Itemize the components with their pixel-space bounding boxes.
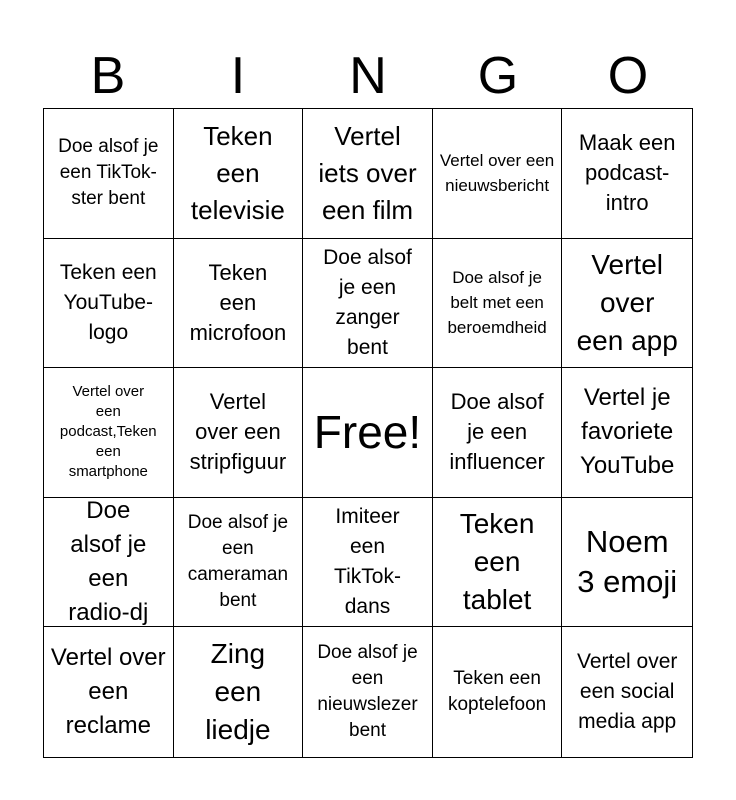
bingo-cell-r2c3 [303, 239, 433, 369]
bingo-cell-r4c2 [174, 498, 304, 628]
bingo-cell-text: Noem 3 emoji [577, 524, 678, 600]
bingo-cell-r2c1 [44, 239, 174, 369]
bingo-cell-text: Doe alsof je een cameraman bent [187, 512, 289, 612]
bingo-cell-text: Teken een microfoon [189, 259, 287, 345]
bingo-cell-text: Vertel over een social media app [577, 650, 678, 734]
bingo-cell-r4c4 [433, 498, 563, 628]
bingo-cell-r5c4 [433, 627, 563, 757]
bingo-cell-text: Doe alsof je een influencer [449, 389, 545, 475]
bingo-cell-r1c1 [44, 109, 174, 239]
bingo-cell-r1c5 [562, 109, 692, 239]
bingo-cell-text: Vertel je favoriete YouTube [580, 384, 675, 480]
bingo-cell-text: Imiteer een TikTok-dans [334, 505, 401, 619]
bingo-cell-text: Vertel over een stripfiguur [189, 389, 287, 475]
bingo-cell-r2c4 [433, 239, 563, 369]
free-space-text: Free! [313, 406, 422, 459]
bingo-cell-text: Teken een tablet [459, 508, 535, 616]
bingo-cell-r4c5 [562, 498, 692, 628]
bingo-cell-r3c1 [44, 368, 174, 498]
bingo-cell-r2c2 [174, 239, 304, 369]
header-letter-g: G [477, 47, 519, 105]
header-letter-n: N [349, 47, 387, 105]
header-letter-b: B [90, 47, 126, 105]
bingo-cell-r1c2 [174, 109, 304, 239]
header-letter-i: I [230, 47, 246, 105]
bingo-cell-text: Maak een podcast-intro [578, 130, 676, 216]
bingo-cell-r1c3 [303, 109, 433, 239]
bingo-cell-text: Doe alsof je een zanger bent [323, 245, 412, 359]
bingo-cell-text: Teken een koptelefoon [447, 668, 547, 716]
bingo-cell-text: Doe alsof je een radio-dj [68, 497, 149, 627]
bingo-cell-r5c3 [303, 627, 433, 757]
bingo-cell-r5c5 [562, 627, 692, 757]
bingo-cell-text: Doe alsof je belt met een beroemdheid [447, 268, 547, 338]
bingo-cell-r3c4 [433, 368, 563, 498]
bingo-grid [43, 108, 693, 758]
bingo-cell-r1c4 [433, 109, 563, 239]
bingo-header [43, 44, 693, 108]
bingo-cell-free [303, 368, 433, 498]
bingo-cell-text: Doe alsof je een nieuwslezer bent [317, 642, 418, 742]
bingo-cell-r3c2 [174, 368, 304, 498]
bingo-cell-text: Teken een YouTube-logo [59, 260, 157, 344]
bingo-cell-text: Vertel iets over een film [318, 120, 417, 225]
bingo-cell-r3c5 [562, 368, 692, 498]
bingo-cell-r2c5 [562, 239, 692, 369]
header-letter-o: O [607, 47, 649, 105]
bingo-cell-text: Zing een liedje [205, 638, 271, 746]
bingo-cell-text: Vertel over een nieuwsbericht [439, 151, 555, 196]
bingo-cell-text: Doe alsof je een TikTok-ster bent [58, 136, 159, 210]
bingo-cell-text: Teken een televisie [190, 120, 285, 225]
bingo-cell-r4c3 [303, 498, 433, 628]
bingo-cell-r5c1 [44, 627, 174, 757]
bingo-cell-text: Vertel over een reclame [50, 644, 166, 740]
bingo-cell-r4c1 [44, 498, 174, 628]
bingo-cell-r5c2 [174, 627, 304, 757]
bingo-cell-text: Vertel over een app [576, 248, 678, 356]
bingo-cell-text: Vertel over een podcast,Teken een smartphone [59, 383, 157, 481]
